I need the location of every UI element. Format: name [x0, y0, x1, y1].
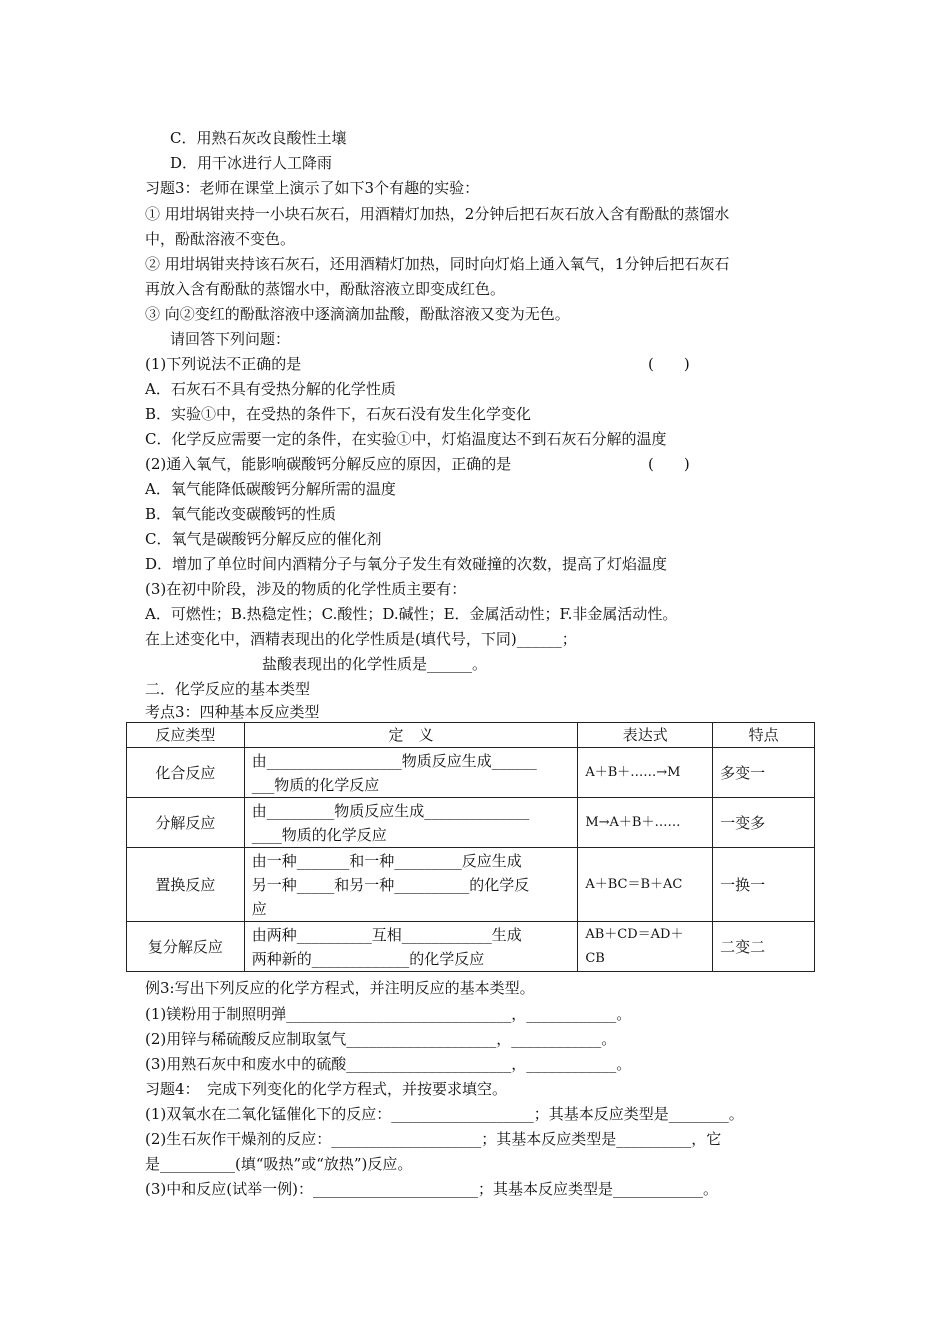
q3-fill-alcohol: 在上述变化中，酒精表现出的化学性质是(填代号，下同)______；: [145, 630, 577, 648]
definition-line: 由一种_______和一种_________反应生成: [251, 851, 522, 870]
option-d: D．用干冰进行人工降雨: [170, 154, 333, 172]
definition-cell: [244, 922, 578, 972]
exp1-line1: ① 用坩埚钳夹持一小块石灰石，用酒精灯加热，2分钟后把石灰石放入含有酚酞的蒸馏水: [145, 205, 730, 223]
exp3-line: ③ 向②变红的酚酞溶液中逐滴滴加盐酸，酚酞溶液又变为无色。: [145, 305, 570, 323]
expression-cell: M→A＋B＋……: [578, 798, 713, 848]
question2-answer-paren: ( ): [648, 455, 690, 473]
feature-cell: 多变一: [713, 748, 815, 798]
table-row: [127, 922, 815, 972]
definition-line: 由_________物质反应生成______________: [251, 801, 530, 820]
definition-line: 由两种__________互相____________生成: [251, 925, 522, 944]
header-type: 反应类型: [127, 723, 245, 748]
expression-cell: A＋B＋……→M: [578, 748, 713, 798]
expression-line: CB: [585, 950, 605, 966]
option-c: C．用熟石灰改良酸性土壤: [170, 129, 347, 147]
question1: (1)下列说法不正确的是: [145, 355, 302, 373]
expression-cell: [578, 922, 713, 972]
type-cell: 复分解反应: [127, 922, 245, 972]
table-header-row: [127, 723, 815, 748]
type-cell: 置换反应: [127, 848, 245, 922]
type-cell: 化合反应: [127, 748, 245, 798]
q2-option-d: D．增加了单位时间内酒精分子与氧分子发生有效碰撞的次数，提高了灯焰温度: [145, 555, 668, 573]
q2-option-a: A．氧气能降低碳酸钙分解所需的温度: [145, 480, 396, 498]
table-row: [127, 848, 815, 922]
kaodian-heading: 考点3：四种基本反应类型: [145, 703, 320, 721]
q1-option-a: A．石灰石不具有受热分解的化学性质: [145, 380, 396, 398]
q1-option-c: C．化学反应需要一定的条件，在实验①中，灯焰温度达不到石灰石分解的温度: [145, 430, 667, 448]
definition-line: 由__________________物质反应生成______: [251, 751, 537, 770]
exp1-line2: 中，酚酞溶液不变色。: [145, 230, 296, 248]
definition-line: 两种新的_____________的化学反应: [251, 949, 485, 968]
q3-fill-acid: 盐酸表现出的化学性质是______。: [262, 655, 488, 673]
definition-line: ____物质的化学反应: [251, 825, 387, 844]
example3-line2: (2)用锌与稀硫酸反应制取氢气____________________，____________。: [145, 1030, 617, 1048]
expression-line: AB＋CD＝AD＋: [585, 926, 684, 942]
example3-line3: (3)用熟石灰中和废水中的硫酸______________________，____________。: [145, 1055, 632, 1073]
question3: (3)在初中阶段，涉及的物质的化学性质主要有：: [145, 580, 467, 598]
q2-option-b: B．氧气能改变碳酸钙的性质: [145, 505, 337, 523]
header-definition: 定 义: [244, 723, 578, 748]
feature-cell: 一变多: [713, 798, 815, 848]
definition-line: 另一种_____和另一种__________的化学反: [251, 875, 530, 894]
section-heading: 二．化学反应的基本类型: [145, 680, 311, 698]
reaction-types-table: [126, 722, 815, 972]
example3-title: 例3:写出下列反应的化学方程式，并注明反应的基本类型。: [145, 979, 535, 997]
example3-line1: (1)镁粉用于制照明弹______________________________，____________。: [145, 1005, 632, 1023]
exp2-line1: ② 用坩埚钳夹持该石灰石，还用酒精灯加热，同时向灯焰上通入氧气，1分钟后把石灰石: [145, 255, 730, 273]
table-row: [127, 748, 815, 798]
exercise3-title: 习题3：老师在课堂上演示了如下3个有趣的实验：: [145, 179, 480, 197]
definition-cell: [244, 848, 578, 922]
feature-cell: 一换一: [713, 848, 815, 922]
type-cell: 分解反应: [127, 798, 245, 848]
table-row: [127, 798, 815, 848]
exp2-line2: 再放入含有酚酞的蒸馏水中，酚酞溶液立即变成红色。: [145, 280, 506, 298]
question1-answer-paren: ( ): [648, 355, 690, 373]
definition-cell: [244, 798, 578, 848]
exercise4-line2a: (2)生石灰作干燥剂的反应：____________________；其基本反应类型是__________，它: [145, 1130, 722, 1148]
definition-cell: [244, 748, 578, 798]
question2: (2)通入氧气，能影响碳酸钙分解反应的原因，正确的是: [145, 455, 512, 473]
prompt: 请回答下列问题：: [170, 330, 291, 348]
q1-option-b: B．实验①中，在受热的条件下，石灰石没有发生化学变化: [145, 405, 532, 423]
feature-cell: 二变二: [713, 922, 815, 972]
definition-line: ___物质的化学反应: [251, 775, 380, 794]
exercise4-line2b: 是__________(填“吸热”或“放热”)反应。: [145, 1155, 413, 1173]
exercise4-line3: (3)中和反应(试举一例)：______________________；其基本反应类型是____________。: [145, 1180, 718, 1198]
exercise4-line1: (1)双氧水在二氧化锰催化下的反应：___________________；其基本反应类型是________。: [145, 1105, 744, 1123]
header-feature: 特点: [713, 723, 815, 748]
expression-cell: A＋BC＝B＋AC: [578, 848, 713, 922]
exercise4-title: 习题4： 完成下列变化的化学方程式，并按要求填空。: [145, 1080, 508, 1098]
q2-option-c: C．氧气是碳酸钙分解反应的催化剂: [145, 530, 382, 548]
q3-options: A．可燃性；B.热稳定性；C.酸性；D.碱性；E．金属活动性；F.非金属活动性。: [145, 605, 678, 623]
definition-line: 应: [251, 899, 267, 918]
header-expression: 表达式: [578, 723, 713, 748]
